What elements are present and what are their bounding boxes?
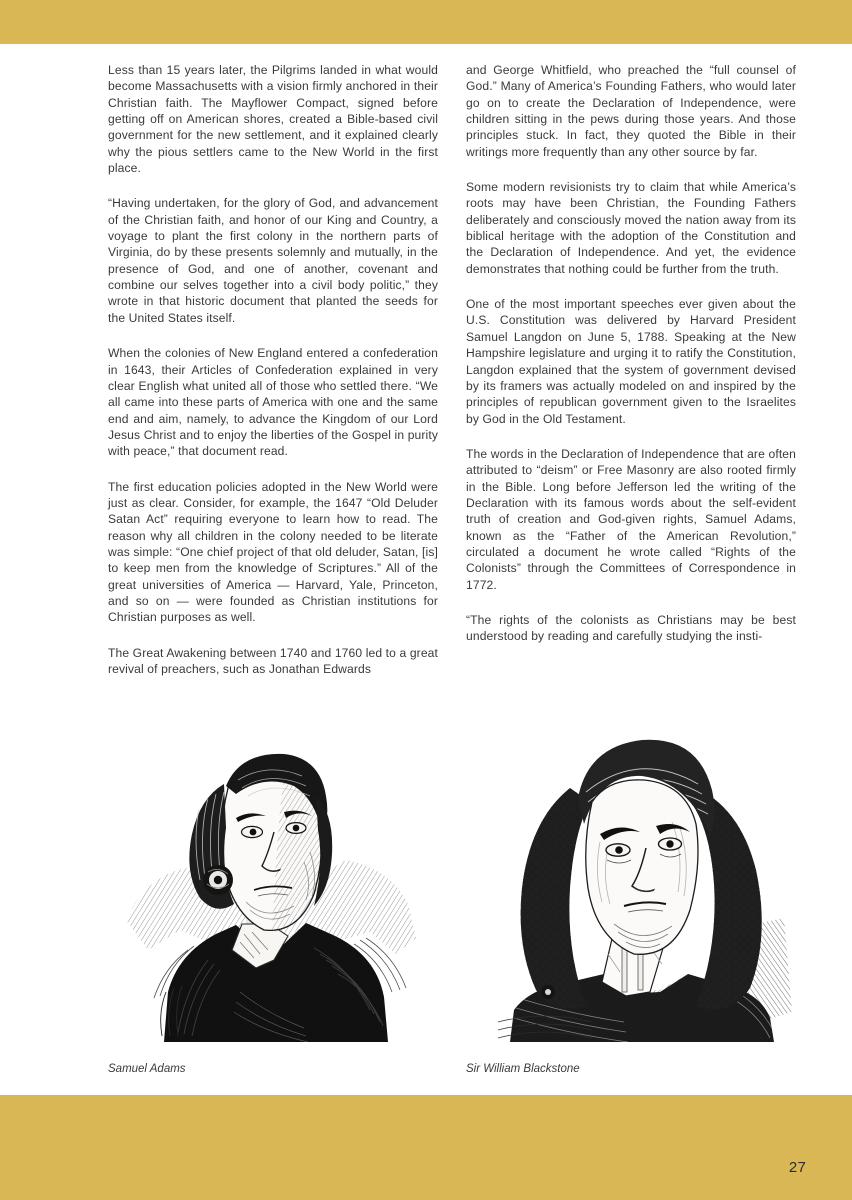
article-body: [108, 62, 796, 677]
right-text-column: [466, 62, 796, 645]
paragraph: The Great Awakening between 1740 and 1760 led to a great revival of preachers, such as Jonathan Edwards: [108, 645, 438, 676]
paragraph: The words in the Declaration of Independence that are often attributed to “deism” or Free Masonry are also rooted firmly in the Bible. Long before Jefferson led the writing of the Declaration with its famous words about the self-evident truth of creation and God-given rights, Samuel Adams, known as the “Father of the American Revolution,” circulated a document he wrote called “Rights of the Colonists” through the Committees of Correspondence in 1772.: [466, 446, 796, 592]
figure-row: [108, 692, 796, 1076]
left-text-column: [108, 62, 438, 677]
portrait-engraving-illustration: [108, 692, 438, 1042]
paragraph: The first education policies adopted in the New World were just as clear. Consider, for example, the 1647 “Old Deluder Satan Act” requiring everyone to learn how to read. The reason why all children in the colony needed to be literate was simple: “One chief project of that old deluder, Satan, [is] to keep men from the knowledge of Scriptures.” All of the great universities of America — Harvard, Yale, Princeton, and so on — were founded as Christian institutions for Christian purposes as well.: [108, 479, 438, 625]
portrait-engraving-illustration: [474, 692, 804, 1042]
paragraph: Less than 15 years later, the Pilgrims landed in what would become Massachusetts with a vision firmly anchored in their Christian faith. The Mayflower Compact, signed before getting off on American shores, created a Bible-based civil government for the new settlement, and it explained clearly why the pious settlers came to the New World in the first place.: [108, 63, 438, 176]
figure-samuel-adams: [108, 692, 438, 1076]
two-column-layout: [108, 62, 796, 677]
paragraph: “Having undertaken, for the glory of God, and advancement of the Christian faith, and honor of our King and Country, a voyage to plant the first colony in the northern parts of Virginia, do by these presents solemnly and mutually, in the presence of God, and one of another, covenant and combine our selves together into a civil body politic,” they wrote in that historic document that planted the seeds for the United States itself.: [108, 196, 438, 325]
figure-caption: Samuel Adams: [108, 1063, 186, 1075]
paragraph: One of the most important speeches ever given about the U.S. Constitution was delivered by Harvard President Samuel Langdon on June 5, 1788. Speaking at the New Hampshire legislature and urging it to ratify the Constitution, Langdon explained that the system of government devised by its framers was actually modeled on and inspired by the principles of republican government given to the Israelites by God in the Old Testament.: [466, 297, 796, 426]
paragraph: “The rights of the colonists as Christians may be best understood by reading and carefully studying the insti-: [466, 612, 796, 644]
page-number: 27: [788, 1159, 806, 1176]
paragraph: When the colonies of New England entered a confederation in 1643, their Articles of Confederation explained in very clear English what united all of those who settled there. “We all came into these parts of America with one and the same end and aim, namely, to advance the Kingdom of our Lord Jesus Christ and to enjoy the liberties of the Gospel in purity with peace,” that document read.: [108, 346, 438, 459]
paragraph: Some modern revisionists try to claim that while America’s roots may have been Christian, the Founding Fathers deliberately and consciously moved the nation away from its biblical heritage with the adoption of the Constitution and the Declaration of Independence. And yet, the evidence demonstrates that nothing could be further from the truth.: [466, 180, 796, 276]
figure-caption: Sir William Blackstone: [466, 1063, 580, 1075]
figure-sir-william-blackstone: [466, 692, 796, 1076]
paragraph: and George Whitfield, who preached the “full counsel of God.” Many of America’s Founding Fathers, who would later go on to create the Declaration of Independence, were children sitting in the pews during those years. And those principles stuck. In fact, they quoted the Bible in their writings more frequently than any other source by far.: [466, 63, 796, 159]
top-accent-band: [0, 0, 852, 44]
bottom-accent-band: [0, 1095, 852, 1200]
